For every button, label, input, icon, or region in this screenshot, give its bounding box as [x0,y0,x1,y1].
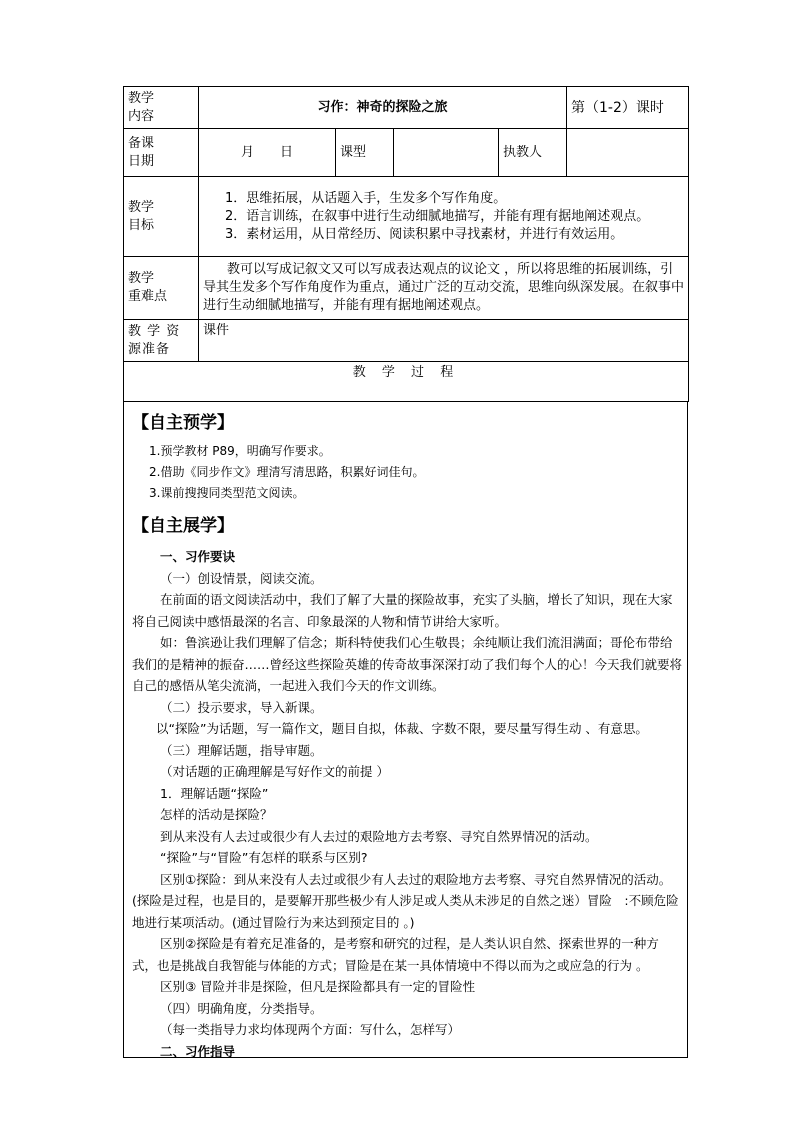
preview-item: 2.借助《同步作文》理清写清思路，积累好词佳句。 [149,465,425,479]
paragraph: 区别②探险是有着充足准备的，是考察和研究的过程，是人类认识自然、探索世界的一种方式，也是挑战自我智能与体能的方式；冒险是在某一具体情境中不得以而为之或应急的行为 。 [132,936,659,973]
section-heading: 一、习作要诀 [160,549,236,564]
paragraph: 在前面的语文阅读活动中，我们了解了大量的探险故事，充实了头脑，增长了知识，现在大家将自己阅读中感悟最深的名言、印象最深的人物和情节讲给大家听。 [132,592,673,629]
subsection-heading: （四）明确角度，分类指导。 [160,1000,323,1016]
content-label: 教学 内容 [124,87,199,129]
difficulty-label: 教学 重难点 [124,257,199,320]
paragraph: 区别①探险：到从来没有人去过或很少有人去过的艰险地方去考察、寻究自然界情况的活动。(探险是过程，也是目的，是要解开那些极少有人涉足或人类从未涉足的自然之迷）冒险 :不顾危险地进行某项活动。(通过冒险行为来达到预定目的 。) [132,871,679,930]
subsection-heading: （一）创设情景，阅读交流。 [160,570,323,586]
type-label: 课型 [336,129,394,177]
paragraph: （每一类指导力求均体现两个方面：写什么，怎样写） [160,1022,461,1037]
date-label: 备课 日期 [124,129,199,177]
lesson-plan-header-table [123,86,689,402]
paragraph: 到从来没有人去过或很少有人去过的艰险地方去考察、寻究自然界情况的活动。 [160,828,598,844]
paragraph: 怎样的活动是探险？ [160,807,273,822]
paragraph: 如：鲁滨逊让我们理解了信念；斯科特使我们心生敬畏；余纯顺让我们流泪满面；哥伦布带给我们的是精神的振奋……曾经这些探险英雄的传奇故事深深打动了我们每个人的心！今天我们就要将自己的感悟从笔尖流淌，一起进入我们今天的作文训练。 [132,635,683,693]
goals-list [199,177,689,257]
goal-item: 2．语言训练，在叙事中进行生动细腻地描写，并能有理有据地阐述观点。 [225,208,650,224]
period-label: 第（1-2）课时 [567,87,689,129]
paragraph: 1．理解话题“探险” [160,785,269,801]
goals-label: 教学 目标 [124,177,199,257]
subsection-heading: （三）理解话题，指导审题。 [160,742,323,758]
lesson-plan-page [123,86,688,1058]
difficulty-text: 教可以写成记叙文又可以写成表达观点的议论文 ，所以将思维的拓展训练，引导其生发多个写作角度作为重点，通过广泛的互动交流，思维向纵深发展。在叙事中进行生动细腻地描写，并能有理有据地阐述观点。 [199,257,689,320]
goal-item: 1．思维拓展，从话题入手，生发多个写作角度。 [225,190,507,206]
paragraph: 区别③ 冒险并非是探险，但凡是探险都具有一定的冒险性 [160,979,476,994]
resources-label: 教 学 资 源准备 [124,320,199,362]
resources-value: 课件 [199,320,689,362]
preview-heading: 【自主预学】 [132,413,234,433]
lesson-process-body [123,402,688,1058]
date-value: 月 日 [199,129,336,177]
preview-item: 3.课前搜搜同类型范文阅读。 [149,486,305,500]
paragraph: （对话题的正确理解是写好作文的前提 ） [160,764,389,779]
paragraph: 以“探险”为话题，写一篇作文，题目自拟，体裁、字数不限，要尽量写得生动 、有意思。 [156,721,648,736]
process-heading: 教 学 过 程 [124,362,689,402]
lesson-title: 习作：神奇的探险之旅 [199,87,567,129]
develop-heading: 【自主展学】 [132,516,234,536]
type-value [394,129,499,177]
teacher-label: 执教人 [499,129,567,177]
preview-item: 1.预学教材 P89，明确写作要求。 [149,444,331,458]
section-heading: 二、习作指导 [160,1043,236,1058]
paragraph: “探险”与“冒险”有怎样的联系与区别? [160,850,368,865]
subsection-heading: （二）投示要求，导入新课。 [160,699,323,715]
goal-item: 3．素材运用，从日常经历、阅读积累中寻找素材，并进行有效运用。 [225,226,624,242]
teacher-value [567,129,689,177]
